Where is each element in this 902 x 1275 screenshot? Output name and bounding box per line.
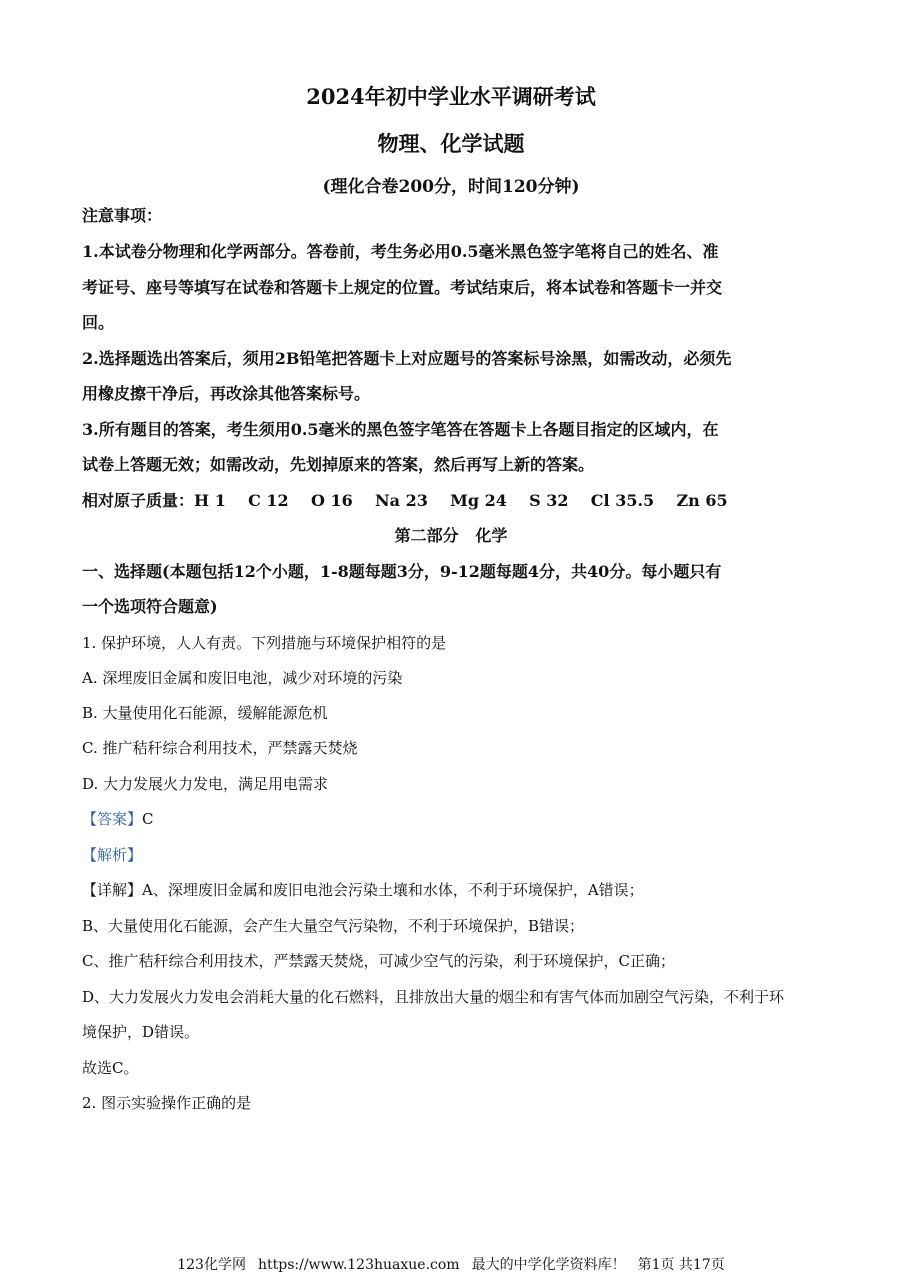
section-heading-cont: 一个选项符合题意) [82, 597, 218, 616]
question-stem: 2. 图示实验操作正确的是 [82, 1094, 252, 1112]
option-a: A. 深埋废旧金属和废旧电池，减少对环境的污染 [82, 669, 403, 687]
option-b: B. 大量使用化石能源，缓解能源危机 [82, 704, 328, 722]
notes-line: 试卷上答题无效；如需改动，先划掉原来的答案，然后再写上新的答案。 [82, 455, 595, 474]
footer-slogan: 最大的中学化学资料库！ [471, 1257, 626, 1273]
detail-a: A、深埋废旧金属和废旧电池会污染土壤和水体，不利于环境保护，A错误； [142, 881, 644, 899]
question-stem: 1. 保护环境，人人有责。下列措施与环境保护相符的是 [82, 634, 447, 652]
notes-line: 3.所有题目的答案，考生须用0.5毫米的黑色签字笔答在答题卡上各题目指定的区域内，在 [82, 420, 719, 439]
answer-line [82, 809, 822, 829]
detail-d-cont: 境保护，D错误。 [82, 1023, 200, 1041]
option-d: D. 大力发展火力发电，满足用电需求 [82, 775, 329, 793]
analysis-tag: 【解析】 [82, 846, 143, 864]
detail-tag: 【详解】 [82, 881, 143, 899]
section-heading: 一、选择题(本题包括12个小题，1-8题每题3分，9-12题每题4分，共40分。每小题只有 [82, 562, 722, 581]
option-c: C. 推广秸秆综合利用技术，严禁露天焚烧 [82, 739, 358, 757]
detail-d: D、大力发展火力发电会消耗大量的化石燃料，且排放出大量的烟尘和有害气体而加剧空气污染，不利于环 [82, 988, 785, 1006]
notes-heading: 注意事项： [82, 206, 163, 225]
detail-c: C、推广秸秆综合利用技术，严禁露天焚烧，可减少空气的污染，利于环境保护，C正确； [82, 952, 675, 970]
notes-line: 回。 [82, 313, 115, 332]
conclusion: 故选C。 [82, 1059, 139, 1077]
analysis-line [82, 845, 822, 865]
footer-page-number: 第1页 共17页 [637, 1257, 725, 1273]
atomic-mass-line: 相对原子质量：H 1 C 12 O 16 Na 23 Mg 24 S 32 Cl 35.5 Zn 65 [82, 491, 728, 510]
page-footer [0, 1254, 902, 1274]
notes-line: 用橡皮擦干净后，再改涂其他答案标号。 [82, 384, 371, 403]
detail-line [82, 880, 822, 900]
notes-line: 考证号、座号等填写在试卷和答题卡上规定的位置。考试结束后，将本试卷和答题卡一并交 [82, 278, 723, 297]
footer-url[interactable]: https://www.123huaxue.com [257, 1257, 460, 1273]
exam-meta: (理化合卷200分，时间120分钟) [322, 177, 580, 197]
detail-b: B、大量使用化石能源，会产生大量空气污染物，不利于环境保护，B错误； [82, 917, 585, 935]
answer-value: C [142, 810, 154, 828]
exam-title: 2024年初中学业水平调研考试 [306, 84, 596, 109]
part-title: 第二部分 化学 [394, 526, 508, 545]
notes-line: 1.本试卷分物理和化学两部分。答卷前，考生务必用0.5毫米黑色签字笔将自己的姓名、准 [82, 242, 719, 261]
notes-line: 2.选择题选出答案后，须用2B铅笔把答题卡上对应题号的答案标号涂黑，如需改动，必须先 [82, 349, 732, 368]
footer-site: 123化学网 [177, 1257, 246, 1273]
answer-tag: 【答案】 [82, 810, 143, 828]
exam-subtitle: 物理、化学试题 [377, 131, 525, 156]
